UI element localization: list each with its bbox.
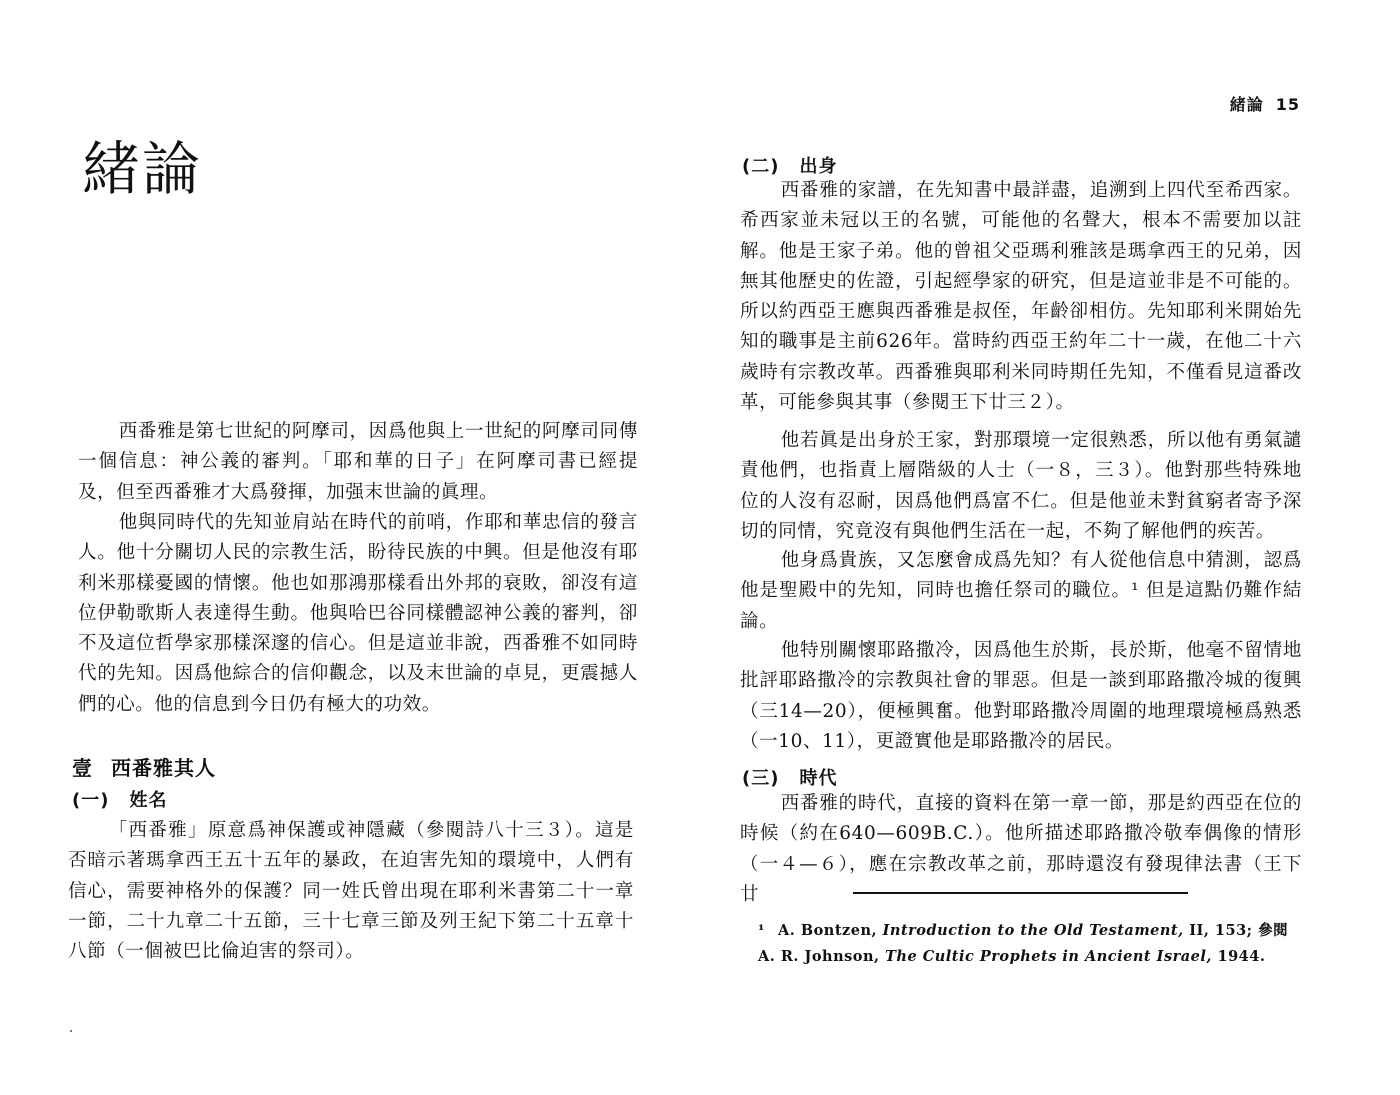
chapter-title: 緒論: [82, 135, 203, 203]
section-heading-label: 壹: [72, 756, 93, 780]
footnote: [758, 918, 1303, 970]
header-title: 緒論: [1229, 95, 1264, 114]
page-number: 15: [1275, 95, 1300, 114]
footnote-details-2: 1944.: [1217, 948, 1266, 965]
subsection-heading-origin: [742, 152, 837, 178]
footnote-rule: [853, 892, 1188, 894]
subsection-label: (二): [742, 156, 780, 177]
subsection-title: 姓名: [129, 790, 168, 811]
page-speck: [70, 1030, 72, 1032]
footnote-see: 參閱: [1258, 922, 1289, 939]
intro-paragraph-1: 西番雅是第七世紀的阿摩司，因爲他與上一世紀的阿摩司同傳一個信息：神公義的審判。「耶和華的日子」在阿摩司書已經提及，但至西番雅才大爲發揮，加强末世論的眞理。: [78, 421, 638, 503]
name-paragraph: 「西番雅」原意爲神保護或神隱藏（參閱詩八十三３）。這是否暗示著瑪拿西王五十五年的暴政，在迫害先知的環境中，人們有信心，需要神格外的保護？同一姓氏曾出現在耶利米書第二十一章一節，二十九章二十五節，三十七章三節及列王紀下第二十五章十八節（一個被巴比倫迫害的祭司）。: [68, 820, 634, 963]
times-paragraph: 西番雅的時代，直接的資料在第一章一節，那是約西亞在位的時候（約在640—609B.C.）。他所描述耶路撒冷敬奉偶像的情形（一４—６），應在宗教改革之前，那時還沒有發現律法書（王下廿: [740, 793, 1302, 905]
section-heading-title: 西番雅其人: [111, 756, 216, 780]
footnote-details-1: II, 153;: [1189, 922, 1253, 939]
subsection-label: (三): [742, 768, 780, 789]
footnote-mark: ¹: [758, 922, 765, 939]
origin-paragraph-4: 他特別關懷耶路撒冷，因爲他生於斯，長於斯，他毫不留情地批評耶路撒冷的宗教與社會的罪惡。但是一談到耶路撒冷城的復興（三14—20），便極興奮。他對耶路撒冷周圍的地理環境極爲熟悉（一10、11），更證實他是耶路撒冷的居民。: [740, 640, 1302, 752]
intro-paragraph-2: 他與同時代的先知並肩站在時代的前哨，作耶和華忠信的發言人。他十分關切人民的宗教生活，盼待民族的中興。但是他沒有耶利米那樣憂國的情懷。他也如那鴻那樣看出外邦的衰敗，卻沒有這位伊勒歌斯人表達得生動。他與哈巴谷同樣體認神公義的審判，卻不及這位哲學家那樣深邃的信心。但是這並非說，西番雅不如同時代的先知。因爲他綜合的信仰觀念，以及末世論的卓見，更震撼人們的心。他的信息到今日仍有極大的功效。: [78, 512, 638, 715]
footnote-title-1: Introduction to the Old Testament,: [882, 922, 1184, 939]
subsection-title: 時代: [799, 768, 838, 789]
footnote-author-2: A. R. Johnson,: [758, 948, 880, 965]
origin-paragraph-3: 他身爲貴族，又怎麼會成爲先知？有人從他信息中猜測，認爲他是聖殿中的先知，同時也擔任祭司的職位。¹ 但是這點仍難作結論。: [740, 550, 1302, 632]
origin-paragraph-1: 西番雅的家譜，在先知書中最詳盡，追溯到上四代至希西家。希西家並未冠以王的名號，可能他的名聲大，根本不需要加以註解。他是王家子弟。他的曾祖父亞瑪利雅該是瑪拿西王的兄弟，因無其他歷史的佐證，引起經學家的研究，但是這並非是不可能的。所以約西亞王應與西番雅是叔侄，年齡卻相仿。先知耶利米開始先知的職事是主前626年。當時約西亞王約年二十一歲，在他二十六歲時有宗教改革。西番雅與耶利米同時期任先知，不僅看見這番改革，可能參與其事（參閱王下廿三２）。: [740, 180, 1302, 414]
subsection-label: (一): [72, 790, 110, 811]
footnote-title-2: The Cultic Prophets in Ancient Israel,: [885, 948, 1212, 965]
subsection-heading-times: [742, 764, 837, 790]
footnote-author-1: A. Bontzen,: [778, 922, 878, 939]
right-page: [700, 0, 1400, 1095]
subsection-heading-name: [72, 786, 167, 812]
origin-paragraph-2: 他若眞是出身於王家，對那環境一定很熟悉，所以他有勇氣譴責他們，也指責上層階級的人士（一８，三３）。他對那些特殊地位的人沒有忍耐，因爲他們爲富不仁。但是他並未對貧窮者寄予深切的同情，究竟沒有與他們生活在一起，不夠了解他們的疾苦。: [740, 430, 1302, 542]
running-header: [1230, 92, 1300, 115]
subsection-title: 出身: [799, 156, 838, 177]
section-heading: [72, 752, 216, 781]
